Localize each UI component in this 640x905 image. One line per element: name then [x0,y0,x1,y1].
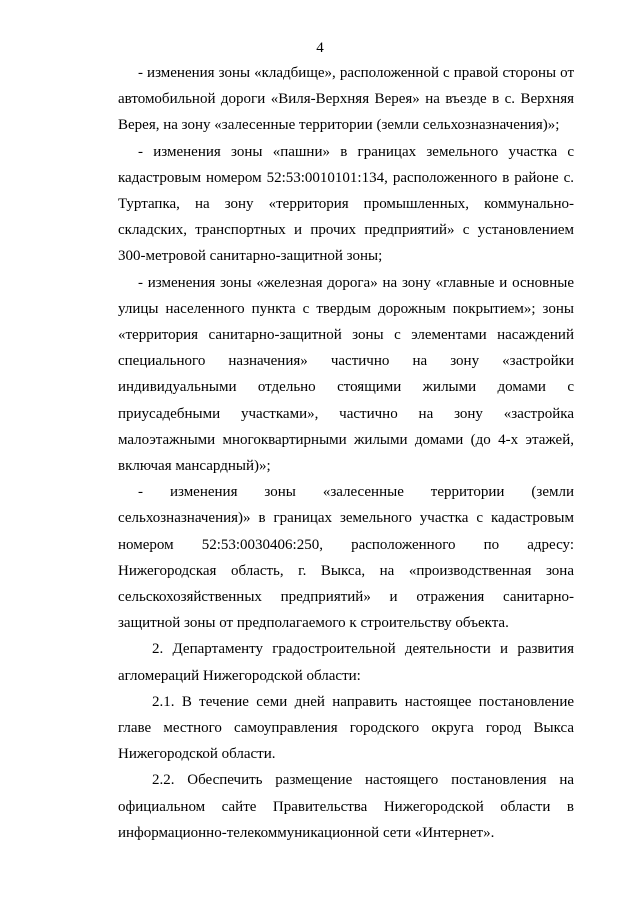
page-number: 4 [316,40,324,56]
paragraph-item-2: 2. Департаменту градостроительной деятельности и развития агломераций Нижегородской области: [118,641,574,684]
paragraph-arable-zone: - изменения зоны «пашни» в границах земельного участка с кадастровым номером 52:53:0010101:134, расположенного в районе с. Туртапка, на зону «территория промышленных, коммунально-складских, транспортных и прочих предприятий» с установлением 300-метровой санитарно-защитной зоны; [118,143,574,265]
paragraph-cemetery-zone: - изменения зоны «кладбище», расположенной с правой стороны от автомобильной дороги «Виля-Верхняя Верея» на въезде в с. Верхняя Верея, на зону «залесенные территории (земли сельхозназначения)»; [118,65,574,134]
paragraph-item-2-2: 2.2. Обеспечить размещение настоящего постановления на официальном сайте Правительства Нижегородской области в информационно-телекоммуникационной сети «Интернет». [118,772,574,841]
paragraph-forest-zone: - изменения зоны «залесенные территории (земли сельхозназначения)» в границах земельного участка с кадастровым номером 52:53:0030406:250, расположенного по адресу: Нижегородская область, г. Выкса, на «производственная зона сельскохозяйственных предприятий» и отражения санитарно-защитной зоны от предполагаемого к строительству объекта. [118,484,574,632]
paragraph-item-2-1: 2.1. В течение семи дней направить настоящее постановление главе местного самоуправления городского округа город Выкса Нижегородской области. [118,693,574,763]
paragraph-railway-zone: - изменения зоны «железная дорога» на зону «главные и основные улицы населенного пункта с твердым дорожным покрытием»; зоны «территория санитарно-защитной зоны с элементами насаждений специального назначения» частично на зону «застройки индивидуальными отдельно стоящими жилыми домами с приусадебными участками», частично на зону «застройка малоэтажными многоквартирными жилыми домами (до 4-х этажей, включая мансардный)»; [118,274,574,475]
document-body [118,60,574,846]
